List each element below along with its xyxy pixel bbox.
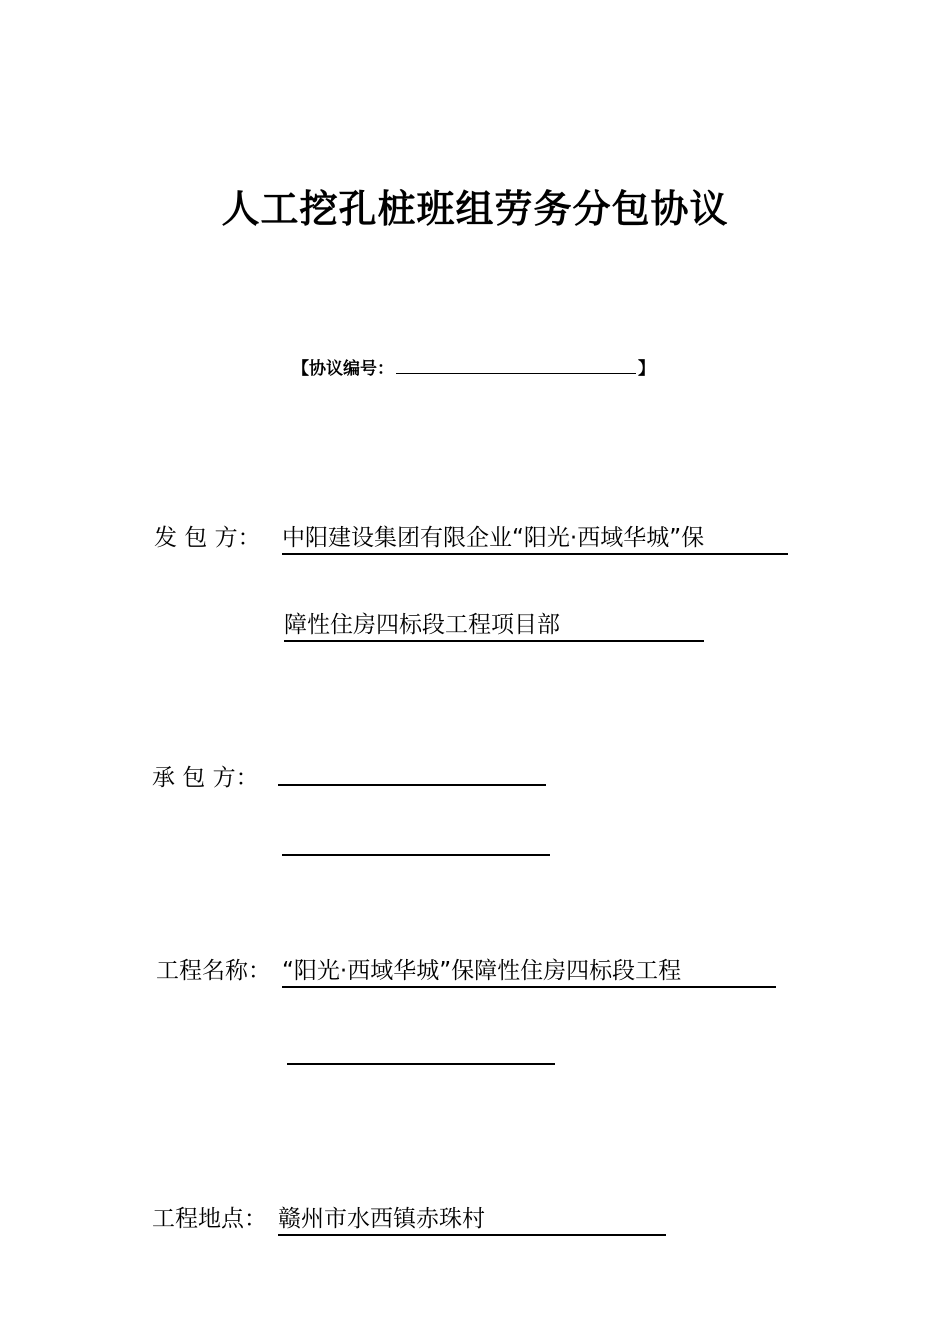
project-name-blank-line2 [287, 1063, 555, 1065]
contractor-blank-line2 [282, 854, 550, 856]
contract-number-blank [396, 359, 636, 374]
contract-number [292, 354, 655, 379]
contract-number-close: 】 [638, 359, 655, 379]
project-location-label: 工程地点： [152, 1206, 267, 1232]
project-location-value: 赣州市水西镇赤珠村 [278, 1200, 666, 1236]
employer-value-line1: 中阳建设集团有限企业“阳光·西域华城”保 [282, 519, 788, 555]
contractor-label: 承 包 方： [152, 765, 259, 791]
contractor-blank-line1 [278, 784, 546, 786]
employer-label: 发 包 方： [154, 525, 261, 551]
project-name-value-line1: “阳光·西域华城”保障性住房四标段工程 [282, 952, 776, 988]
employer-value-line2: 障性住房四标段工程项目部 [284, 606, 704, 642]
project-name-label: 工程名称： [156, 958, 271, 984]
document-title: 人工挖孔桩班组劳务分包协议 [221, 187, 729, 231]
contract-number-open: 【协议编号： [292, 359, 394, 379]
